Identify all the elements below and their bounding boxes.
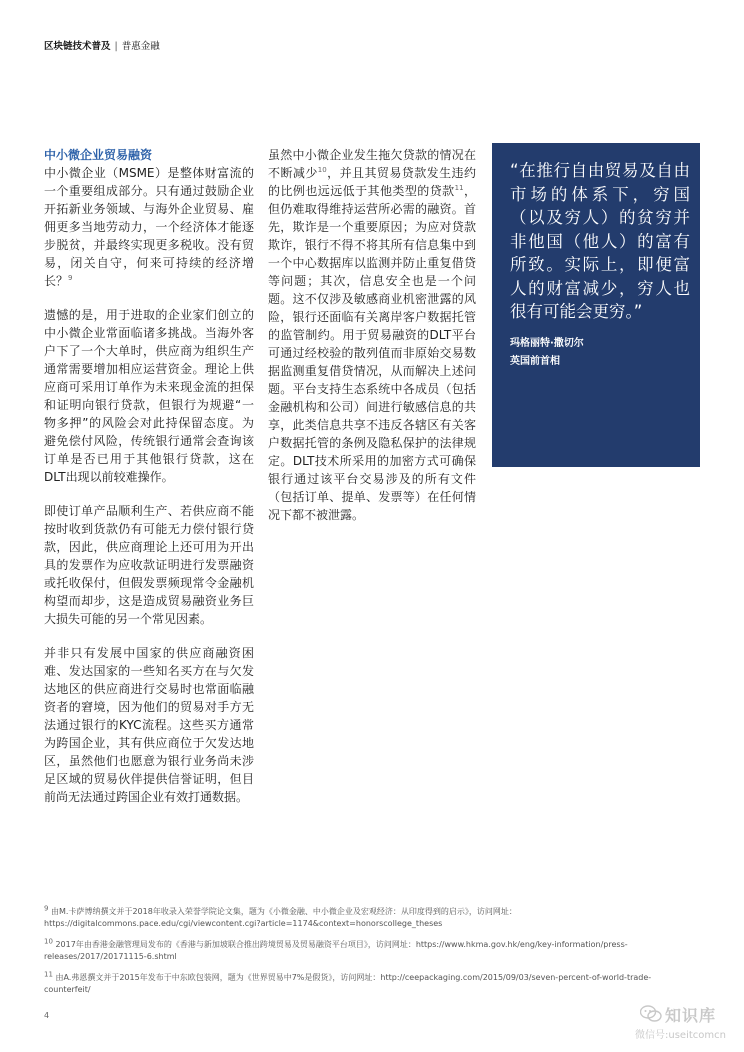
paragraph-3: 即使订单产品顺利生产、若供应商不能按时收到货款仍有可能无力偿付银行贷款，因此，供应商理论上还可用为开出具的发票作为应收款证明进行发票融资或托收保付，但假发票频现常令金融机构望而却步，这是造成贸易融资业务巨大损失可能的另一个常见因素。 xyxy=(44,504,254,626)
watermark xyxy=(635,1002,735,1042)
paragraph-4: 并非只有发展中国家的供应商融资困难、发达国家的一些知名买方在与欠发达地区的供应商进行交易时也常面临融资者的窘境，因为他们的贸易对手方无法通过银行的KYC流程。这些买方通常为跨国企业，其有供应商位于欠发达地区，虽然他们也愿意为银行业务尚未涉足区域的贸易伙伴提供信誉证明，但目前尚无法通过跨国企业有效打通数据。 xyxy=(44,646,254,804)
left-column xyxy=(44,146,254,822)
watermark-subtitle: 微信号:useitcomcn xyxy=(635,1030,726,1041)
paragraph-1-text: 中小微企业（MSME）是整体财富流的一个重要组成部分。只有通过鼓励企业开拓新业务领域、与海外企业贸易、雇佣更多当地劳动力，一个经济体才能逐步脱贫，并最终实现更多税收。没有贸易，闭关自守，何来可持续的经济增长？ xyxy=(44,166,254,288)
pull-quote-text: “在推行自由贸易及自由市场的体系下，穷国（以及穷人）的贫穷并非他国（他人）的富有所致。实际上，即便富人的财富减少，穷人也很有可能会更穷。” xyxy=(510,161,690,321)
footnotes xyxy=(44,906,684,1005)
header-subsection: 普惠金融 xyxy=(121,41,160,52)
footnote-ref-9: 9 xyxy=(68,274,73,282)
footnote-ref-10: 10 xyxy=(317,166,327,174)
wechat-icon xyxy=(640,1005,662,1023)
page-number: 4 xyxy=(44,1011,50,1020)
watermark-title: 知识库 xyxy=(665,1006,717,1025)
paragraph-5-part-3: ，但仍难取得维持运营所必需的融资。首先，欺诈是一个重要原因；为应对贷款欺诈，银行不得不将其所有信息集中到一个中心数据库以监测并防止重复借贷等问题；其次，信息安全也是一个问题。这不仅涉及敏感商业机密泄露的风险，银行还面临有关离岸客户数据托管的监管制约。用于贸易融资的DLT平台可通过经校验的散列值而非原始交易数据监测重复借贷情况，从而解决上述问题。平台支持生态系统中各成员（包括金融机构和公司）间进行敏感信息的共享，此类信息共享不违反各辖区有关客户数据托管的条例及隐私保护的法律规定。DLT技术所采用的加密方式可确保银行通过该平台交易涉及的所有文件（包括订单、提单、发票等）在任何情况下都不被泄露。 xyxy=(268,184,476,522)
footnote-text: 由A.弗恩撰文并于2015年发布于中东欧包装网，题为《世界贸易中7%是假货》，访问网址：http://ceepackaging.com/2015/09/03/seven-percent-of-world-trade-counterfeit/ xyxy=(44,973,652,994)
paragraph-2: 遗憾的是，用于进取的企业家们创立的中小微企业常面临诸多挑战。当海外客户下了一个大单时，供应商为组织生产通常需要增加相应运营资金。理论上供应商可采用订单作为未来现金流的担保和证明向银行贷款，但银行为规避“一物多押”的风险会对此持保留态度。为避免偿付风险，传统银行通常会查询该订单是否已用于其他银行贷款，这在DLT出现以前较难操作。 xyxy=(44,308,254,484)
footnote-text: 由M.卡萨博纳撰文并于2018年收录入荣誉学院论文集，题为《小微金融、中小微企业及宏观经济：从印度得到的启示》，访问网址：https://digitalcommons.pace.edu/cgi/viewcontent.cgi?article=1174&context=honorscollege_theses xyxy=(44,907,517,928)
footnote-9 xyxy=(44,906,684,930)
footnote-number: 10 xyxy=(44,937,53,946)
header-separator: | xyxy=(114,41,118,52)
quote-author: 玛格丽特·撒切尔 xyxy=(510,338,584,349)
paragraph-5-part-1: 虽然中小微企业发生拖欠贷款的情况在不断减少 xyxy=(268,148,476,180)
footnote-number: 11 xyxy=(44,970,53,979)
footnote-number: 9 xyxy=(44,904,49,913)
footnote-ref-11: 11 xyxy=(454,184,464,192)
quote-author-role: 英国前首相 xyxy=(510,356,560,367)
section-subheading: 中小微企业贸易融资 xyxy=(44,148,153,162)
header-section: 区块链技术普及 xyxy=(44,41,111,52)
footnote-11 xyxy=(44,972,684,996)
paragraph-1 xyxy=(44,164,254,290)
running-header xyxy=(44,38,160,52)
pull-quote-box xyxy=(492,143,700,467)
middle-column xyxy=(268,146,476,524)
footnote-10 xyxy=(44,939,684,963)
footnote-text: 2017年由香港金融管理局发布的《香港与新加坡联合推出跨境贸易及贸易融资平台项目》，访问网址：https://www.hkma.gov.hk/eng/key-information/press-releases/2017/20171115-6.shtml xyxy=(44,940,628,961)
paragraph-5-part-2: ，并且其贸易贷款发生违约的比例也远远低于其他类型的贷款 xyxy=(268,166,476,198)
paragraph-5 xyxy=(268,146,476,524)
